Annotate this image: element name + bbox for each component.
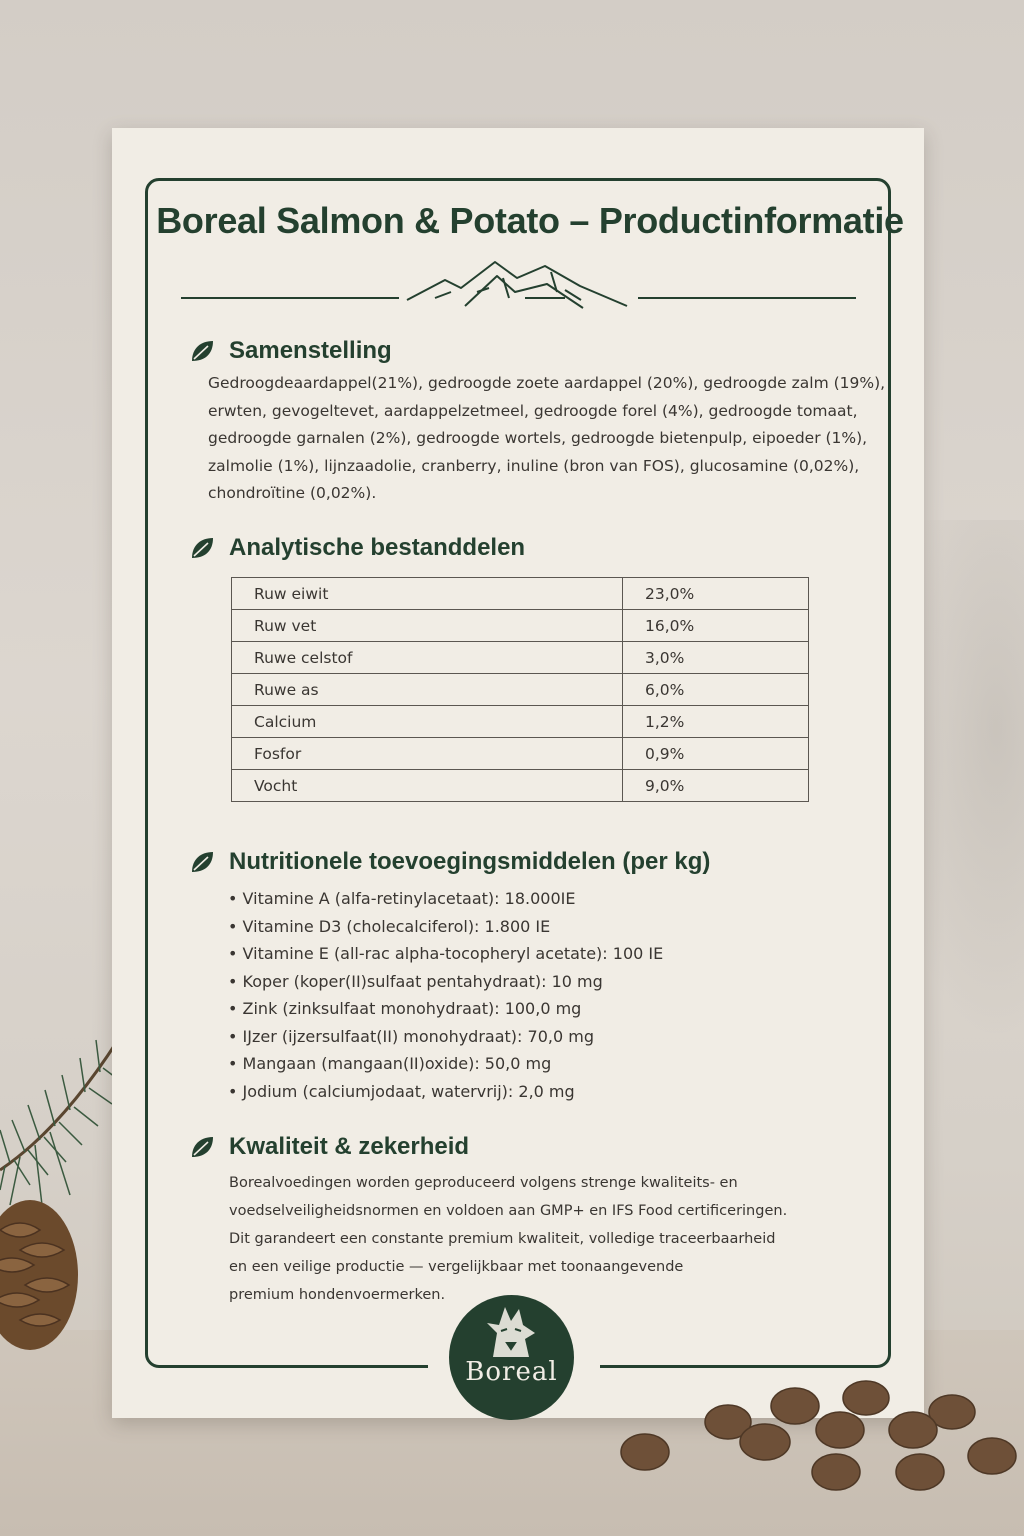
table-cell-name: Ruw eiwit xyxy=(232,578,623,610)
quality-line: voedselveiligheidsnormen en voldoen aan GMP+ en IFS Food certificeringen. xyxy=(229,1203,788,1219)
pine-cone-decoration xyxy=(0,1190,90,1360)
table-cell-value: 6,0% xyxy=(623,674,809,706)
table-cell-name: Fosfor xyxy=(232,738,623,770)
logo-text: Boreal xyxy=(465,1357,558,1387)
table-row xyxy=(232,738,809,770)
list-item: • Jodium (calciumjodaat, watervrij): 2,0 mg xyxy=(228,1081,575,1101)
table-cell-value: 0,9% xyxy=(623,738,809,770)
composition-line: chondroïtine (0,02%). xyxy=(208,484,377,502)
page-title: Boreal Salmon & Potato – Productinformatie xyxy=(156,200,904,241)
composition-line: Gedroogdeaardappel(21%), gedroogde zoete aardappel (20%), gedroogde zalm (19%), xyxy=(208,374,886,392)
leaf-icon xyxy=(189,535,215,561)
title-divider-left xyxy=(181,297,399,299)
title-divider-right xyxy=(638,297,856,299)
section-title: Analytische bestanddelen xyxy=(229,534,526,561)
composition-line: zalmolie (1%), lijnzaadolie, cranberry, inuline (bron van FOS), glucosamine (0,02%), xyxy=(208,456,860,475)
table-row xyxy=(232,642,809,674)
table-cell-value: 3,0% xyxy=(623,642,809,674)
quality-line: premium hondenvoermerken. xyxy=(229,1287,446,1303)
list-item: • IJzer (ijzersulfaat(II) monohydraat): 70,0 mg xyxy=(228,1026,594,1046)
table-row xyxy=(232,706,809,738)
section-title: Kwaliteit & zekerheid xyxy=(229,1133,470,1160)
table-row xyxy=(232,610,809,642)
section-heading-composition xyxy=(189,337,392,365)
quality-text xyxy=(229,1169,789,1309)
section-heading-quality xyxy=(189,1133,469,1161)
brand-logo xyxy=(449,1295,574,1420)
section-title: Samenstelling xyxy=(229,337,392,364)
list-item: • Vitamine A (alfa-retinylacetaat): 18.000IE xyxy=(228,889,576,908)
table-row xyxy=(232,578,809,610)
section-title: Nutritionele toevoegingsmiddelen (per kg) xyxy=(229,848,711,875)
list-item: • Koper (koper(II)sulfaat pentahydraat): 10 mg xyxy=(228,971,603,991)
leaf-icon xyxy=(189,338,215,364)
table-cell-value: 16,0% xyxy=(623,610,809,642)
composition-line: erwten, gevogeltevet, aardappelzetmeel, gedroogde forel (4%), gedroogde tomaat, xyxy=(208,401,858,420)
kibble-decoration xyxy=(600,1370,1024,1536)
section-heading-additives xyxy=(189,848,710,876)
section-heading-analytical xyxy=(189,534,525,562)
table-cell-name: Ruwe celstof xyxy=(232,642,623,674)
leaf-icon xyxy=(189,1134,215,1160)
table-cell-value: 23,0% xyxy=(623,578,809,610)
quality-line: Borealvoedingen worden geproduceerd volgens strenge kwaliteits- en xyxy=(229,1175,738,1191)
mountains-icon xyxy=(405,258,630,320)
list-item: • Zink (zinksulfaat monohydraat): 100,0 mg xyxy=(228,999,582,1018)
list-item: • Vitamine E (all-rac alpha-tocopheryl acetate): 100 IE xyxy=(228,944,664,963)
additives-list xyxy=(228,885,663,1105)
table-row xyxy=(232,770,809,802)
list-item: • Mangaan (mangaan(II)oxide): 50,0 mg xyxy=(228,1054,552,1073)
list-item: • Vitamine D3 (cholecalciferol): 1.800 IE xyxy=(228,916,551,936)
analytical-table xyxy=(231,577,809,802)
table-row xyxy=(232,674,809,706)
table-cell-name: Ruwe as xyxy=(232,674,623,706)
table-cell-value: 1,2% xyxy=(623,706,809,738)
table-cell-name: Ruw vet xyxy=(232,610,623,642)
quality-line: en een veilige productie — vergelijkbaar met toonaangevende xyxy=(229,1259,684,1275)
quality-line: Dit garandeert een constante premium kwaliteit, volledige traceerbaarheid xyxy=(229,1231,776,1247)
composition-text xyxy=(208,370,885,508)
composition-line: gedroogde garnalen (2%), gedroogde wortels, gedroogde bietenpulp, eipoeder (1%), xyxy=(208,429,868,447)
table-cell-value: 9,0% xyxy=(623,770,809,802)
wolf-icon xyxy=(479,1303,543,1361)
table-cell-name: Vocht xyxy=(232,770,623,802)
leaf-icon xyxy=(189,849,215,875)
table-cell-name: Calcium xyxy=(232,706,623,738)
